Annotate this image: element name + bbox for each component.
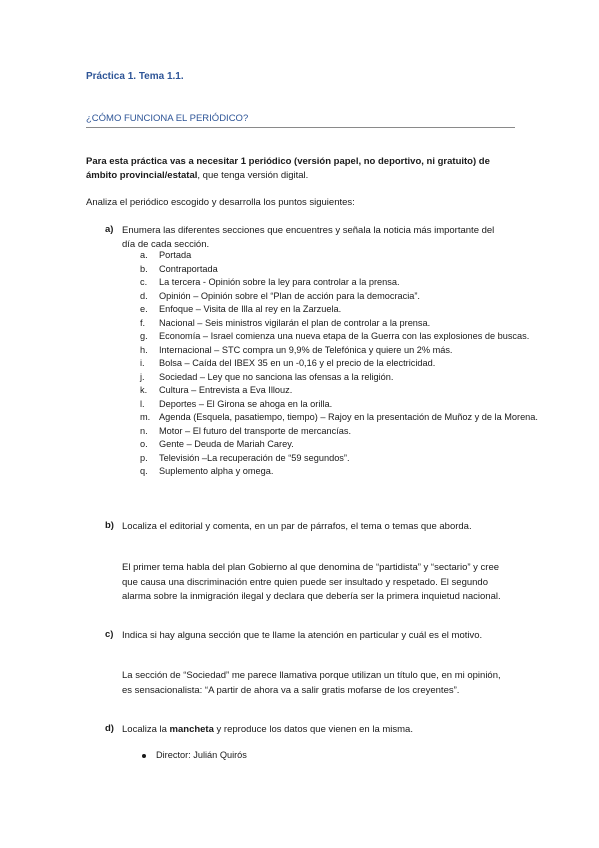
section-item-marker: j. (140, 371, 145, 382)
intro-bold-b: de ámbito provincial/estatal (86, 156, 490, 181)
section-item-marker: o. (140, 439, 148, 449)
section-item (140, 263, 538, 277)
section-item (140, 398, 538, 412)
section-item (140, 303, 538, 317)
instructions-paragraph: Analiza el periódico escogido y desarrolla los puntos siguientes: (86, 197, 355, 208)
section-item-marker: b. (140, 263, 148, 274)
section-item-text: Enfoque – Visita de Illa al rey en la Zarzuela. (159, 304, 342, 314)
question-c-text: Indica si hay alguna sección que te llame la atención en particular y cuál es el motivo. (122, 630, 483, 641)
section-item (140, 465, 538, 479)
section-item-text: Agenda (Esquela, pasatiempo, tiempo) – Rajoy en la presentación de Muñoz y de la Morena. (159, 412, 538, 422)
section-item-text: Internacional – STC compra un 9,9% de Telefónica y quiere un 2% más. (159, 344, 453, 355)
section-item-text: Sociedad – Ley que no sanciona las ofensas a la religión. (159, 371, 394, 382)
question-d-text (122, 723, 502, 737)
section-item (140, 276, 538, 290)
sections-list (140, 249, 538, 479)
section-item-text: Televisión –La recuperación de “59 segundos”. (159, 452, 350, 463)
section-item-text: Nacional – Seis ministros vigilarán el plan de controlar a la prensa. (159, 317, 431, 328)
question-d-pre: Localiza la (122, 724, 170, 735)
question-d-post: y reproduce los datos que vienen en la misma. (213, 724, 413, 735)
section-item (140, 371, 538, 385)
section-item-marker: a. (140, 250, 148, 260)
section-item (140, 357, 538, 371)
section-item-marker: k. (140, 385, 148, 395)
section-item (140, 452, 538, 466)
section-item-text: Contraportada (159, 263, 218, 274)
section-item-marker: m. (140, 412, 151, 422)
section-item (140, 384, 538, 398)
section-item-marker: n. (140, 425, 148, 436)
section-item (140, 438, 538, 452)
section-item (140, 330, 538, 344)
question-d-letter: d) (105, 723, 114, 734)
question-a-text: Enumera las diferentes secciones que encuentres y señala la noticia más importante del día de cada sección. (122, 225, 495, 250)
section-item-text: Suplemento alpha y omega. (159, 466, 274, 476)
section-item (140, 249, 538, 263)
question-d-bold: mancheta (169, 724, 214, 735)
question-a-letter: a) (105, 224, 114, 235)
section-item-marker: i. (140, 358, 145, 368)
section-item-text: Motor – El futuro del transporte de mercancías. (159, 425, 352, 436)
section-item-text: Opinión – Opinión sobre el “Plan de acción para la democracia”. (159, 290, 420, 301)
page-title: ¿CÓMO FUNCIONA EL PERIÓDICO? (86, 113, 249, 124)
section-item-marker: p. (140, 452, 148, 463)
section-item-text: Portada (159, 250, 192, 260)
masthead-director: Director: Julián Quirós (156, 750, 247, 760)
section-item-text: Bolsa – Caída del IBEX 35 en un -0,16 y el precio de la electricidad. (159, 358, 436, 368)
question-c-letter: c) (105, 629, 114, 640)
question-c-answer: La sección de “Sociedad” me parece llamativa porque utilizan un título que, en mi opinión, es sensacionalista: “A partir de ahora va a salir gratis mofarse de los creyentes”. (122, 670, 501, 696)
section-item (140, 317, 538, 331)
section-item-marker: h. (140, 344, 148, 355)
question-b-answer: El primer tema habla del plan Gobierno al que denomina de “partidista” y “sectario” y cree que causa una discriminación entre quien puede ser insultado y respetado. El segundo alarma sobre la inmigración ilegal y declara que debería ser la primera inquietud nacional. (122, 562, 501, 602)
section-item-marker: d. (140, 290, 148, 301)
section-item-marker: l. (140, 398, 145, 409)
section-item-text: Deportes – El Girona se ahoga en la orilla. (159, 398, 333, 409)
bullet-dot-icon (142, 754, 146, 758)
intro-bold-a: Para esta práctica vas a necesitar 1 periódico (versión papel, no deportivo, ni gratuito) (86, 156, 477, 167)
section-item (140, 425, 538, 439)
section-item-marker: c. (140, 277, 148, 287)
section-item-text: Cultura – Entrevista a Eva Illouz. (159, 385, 293, 395)
section-item (140, 344, 538, 358)
section-item (140, 290, 538, 304)
section-item-text: Economía – Israel comienza una nueva etapa de la Guerra con las explosiones de buscas. (159, 331, 530, 341)
section-item-marker: g. (140, 331, 148, 341)
intro-rest: , que tenga versión digital. (197, 170, 309, 181)
title-underline (86, 127, 515, 128)
intro-paragraph (86, 155, 506, 183)
practice-label: Práctica 1. Tema 1.1. (86, 71, 184, 82)
section-item-marker: q. (140, 466, 148, 476)
section-item (140, 411, 538, 425)
masthead-bullet (142, 750, 247, 760)
question-b-letter: b) (105, 520, 114, 531)
section-item-marker: f. (140, 317, 146, 328)
question-b-text: Localiza el editorial y comenta, en un par de párrafos, el tema o temas que aborda. (122, 521, 472, 532)
section-item-text: La tercera - Opinión sobre la ley para controlar a la prensa. (159, 277, 400, 287)
section-item-text: Gente – Deuda de Mariah Carey. (159, 439, 294, 449)
section-item-marker: e. (140, 304, 148, 314)
